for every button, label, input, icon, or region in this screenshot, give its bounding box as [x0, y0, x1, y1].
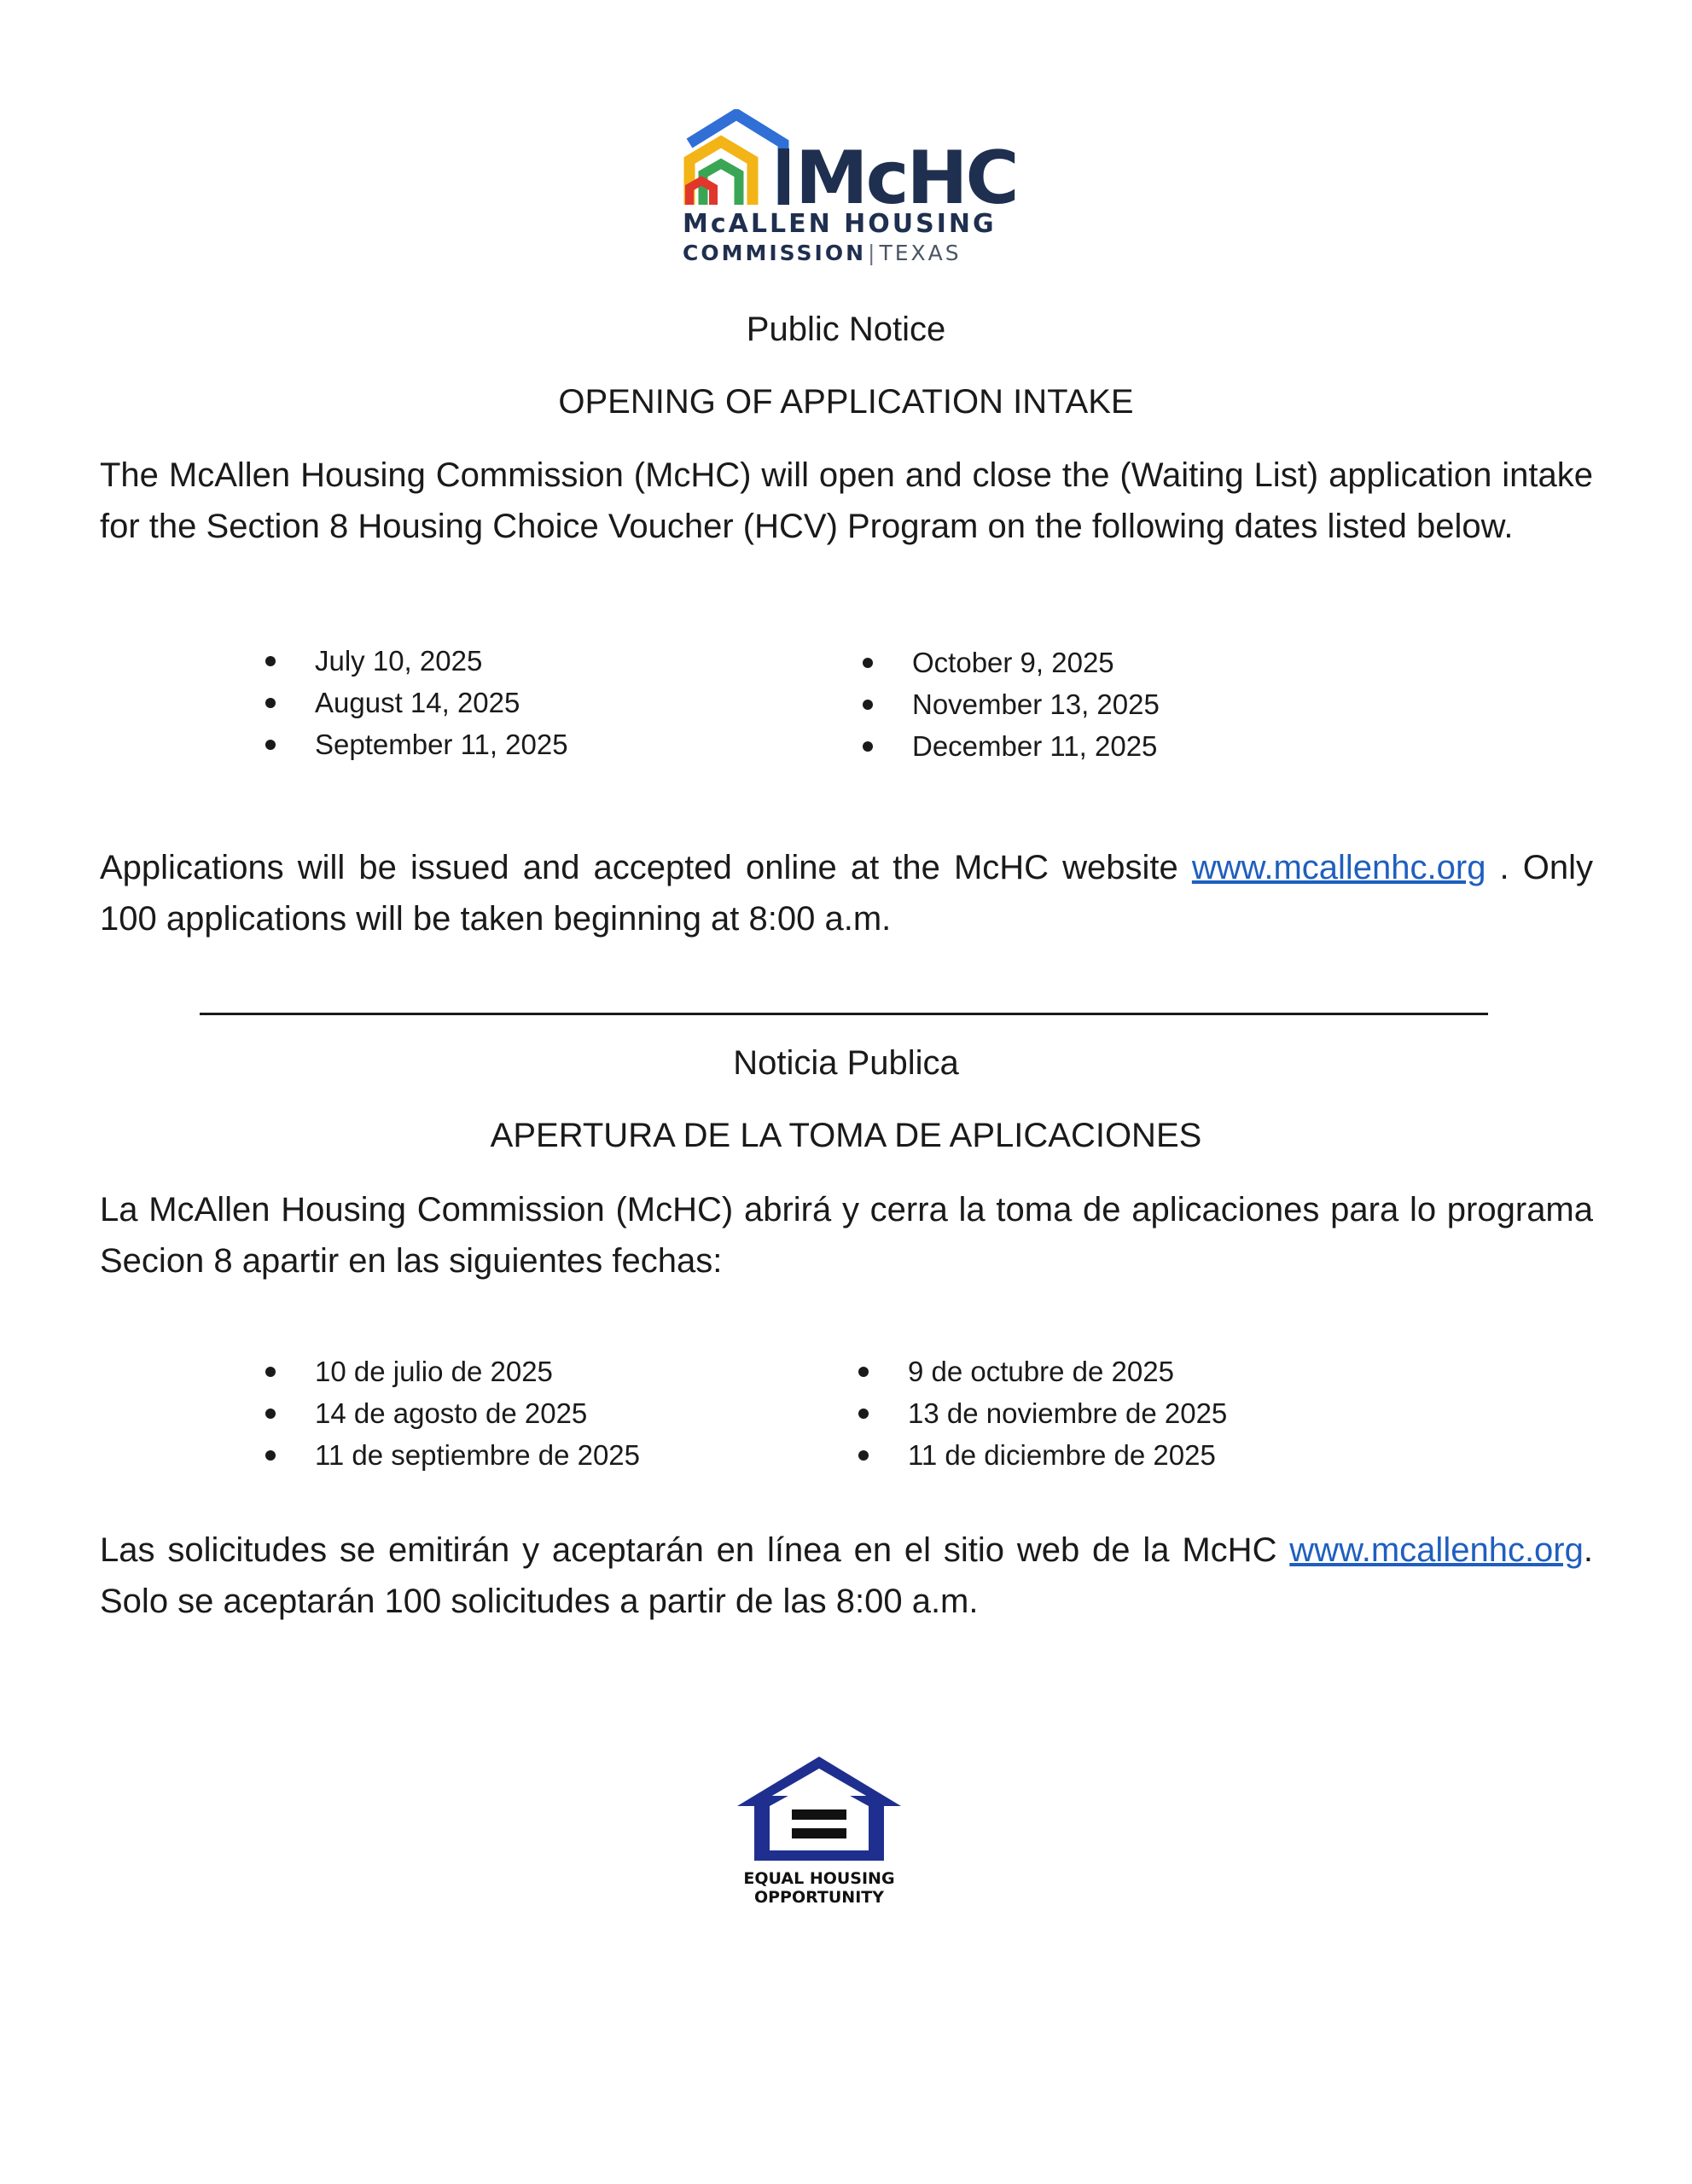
spanish-dates-left [265, 1350, 640, 1476]
date-text: 9 de octubre de 2025 [908, 1356, 1174, 1387]
bullet-icon [265, 740, 276, 750]
mchc-logo [683, 109, 1017, 271]
english-dates-right [863, 642, 1160, 767]
english-dates-left [265, 640, 568, 765]
bullet-icon [265, 1367, 276, 1377]
house-logo-icon [683, 109, 794, 210]
list-item [265, 682, 568, 723]
spanish-dates-right [858, 1350, 1227, 1476]
english-closing-text: Applications will be issued and accepted online at the McHC website [100, 849, 1192, 886]
logo-org-subline [683, 242, 962, 264]
english-closing-text-2: . Only 100 applications will be taken beginning at 8:00 a.m. [100, 849, 1593, 938]
equal-housing-logo [734, 1753, 904, 1911]
section-divider [200, 1013, 1488, 1015]
bullet-icon [858, 1450, 869, 1461]
date-text: August 14, 2025 [315, 687, 520, 718]
date-text: September 11, 2025 [315, 729, 568, 760]
spanish-closing [100, 1525, 1593, 1627]
date-text: November 13, 2025 [912, 688, 1160, 720]
list-item [863, 683, 1160, 725]
spanish-closing-text-2: . Solo se aceptarán 100 solicitudes a partir de las 8:00 a.m. [100, 1531, 1593, 1620]
website-link[interactable]: www.mcallenhc.org [1191, 849, 1486, 886]
logo-commission-text: COMMISSION [683, 241, 867, 265]
spanish-subheading: APERTURA DE LA TOMA DE APLICACIONES [490, 1117, 1202, 1154]
english-intro: The McAllen Housing Commission (McHC) will open and close the (Waiting List) application intake for the Section 8 Housing Choice Voucher (HCV) Program on the following dates listed below. [100, 456, 1593, 545]
list-item [863, 725, 1160, 767]
list-item [265, 1350, 640, 1392]
bullet-icon [265, 1450, 276, 1461]
list-item [265, 1434, 640, 1476]
bullet-icon [858, 1367, 869, 1377]
list-item [863, 642, 1160, 683]
bullet-icon [265, 698, 276, 708]
equal-housing-text-1: EQUAL HOUSING [743, 1869, 895, 1888]
equal-housing-icon [734, 1753, 904, 1864]
equal-housing-text-2: OPPORTUNITY [753, 1888, 884, 1907]
bullet-icon [863, 700, 873, 710]
spanish-intro: La McAllen Housing Commission (McHC) abrirá y cerra la toma de aplicaciones para lo programa Secion 8 apartir en las siguientes fechas: [100, 1191, 1593, 1280]
list-item [858, 1350, 1227, 1392]
spanish-heading: Noticia Publica [733, 1044, 959, 1082]
list-item [858, 1434, 1227, 1476]
list-item [265, 640, 568, 682]
logo-state-text: TEXAS [879, 241, 962, 265]
date-text: 11 de diciembre de 2025 [908, 1439, 1216, 1471]
bullet-icon [265, 656, 276, 666]
bullet-icon [863, 658, 873, 668]
date-text: 10 de julio de 2025 [315, 1356, 553, 1387]
list-item [265, 1392, 640, 1434]
bullet-icon [863, 741, 873, 752]
date-text: 11 de septiembre de 2025 [315, 1439, 640, 1471]
list-item [858, 1392, 1227, 1434]
bullet-icon [265, 1409, 276, 1419]
website-link[interactable]: www.mcallenhc.org [1289, 1531, 1584, 1569]
english-heading: Public Notice [746, 311, 946, 348]
bullet-icon [858, 1409, 869, 1419]
date-text: December 11, 2025 [912, 730, 1158, 762]
logo-separator: | [868, 241, 878, 265]
english-subheading: OPENING OF APPLICATION INTAKE [558, 383, 1134, 421]
spanish-closing-text: Las solicitudes se emitirán y aceptarán en línea en el sitio web de la McHC [100, 1531, 1290, 1569]
date-text: July 10, 2025 [315, 645, 483, 677]
english-closing [100, 842, 1593, 944]
date-text: 13 de noviembre de 2025 [908, 1397, 1228, 1429]
logo-org-name: McALLEN HOUSING [683, 209, 997, 239]
list-item [265, 723, 568, 765]
date-text: October 9, 2025 [912, 647, 1114, 678]
date-text: 14 de agosto de 2025 [315, 1397, 588, 1429]
logo-mark-text: McHC [795, 136, 1017, 221]
